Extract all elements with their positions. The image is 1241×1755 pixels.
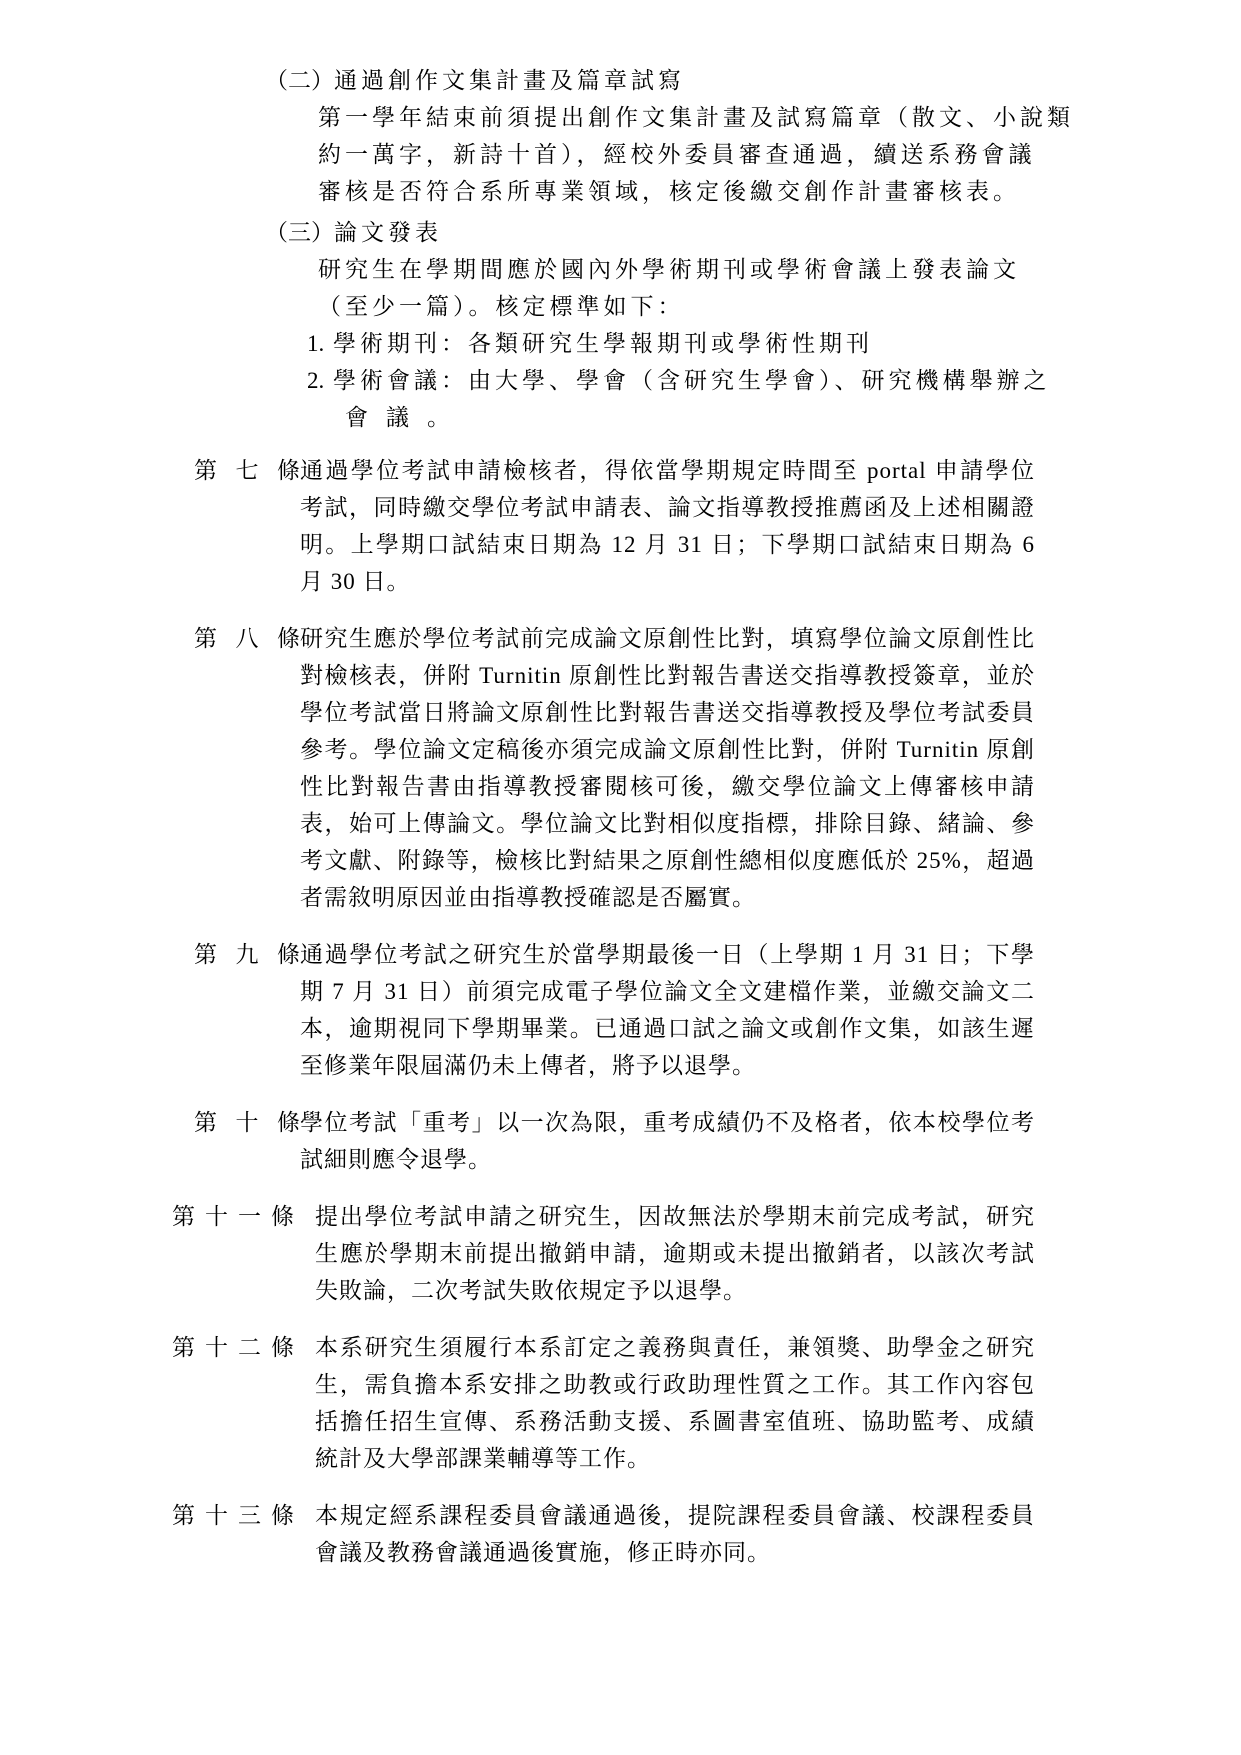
text-line: 第一學年結束前須提出創作文集計畫及試寫篇章（散文、小說類 xyxy=(318,105,1074,130)
text-line: 研究生在學期間應於國內外學術期刊或學術會議上發表論文 xyxy=(318,257,1020,282)
article-label: 第九條 xyxy=(194,942,300,967)
text-line: 會議及教務會議通過後實施，修正時亦同。 xyxy=(315,1540,771,1565)
text-line: 者需敘明原因並由指導教授確認是否屬實。 xyxy=(300,885,756,910)
text-line: 期 7 月 31 日）前須完成電子學位論文全文建檔作業，並繳交論文二 xyxy=(300,979,1035,1004)
list-number: 1. xyxy=(307,331,325,356)
text-line: 生，需負擔本系安排之助教或行政助理性質之工作。其工作內容包 xyxy=(315,1372,1035,1397)
text-line: 本規定經系課程委員會議通過後，提院課程委員會議、校課程委員 xyxy=(315,1503,1035,1528)
subsection-heading xyxy=(265,62,1241,99)
article-body xyxy=(300,1104,1035,1178)
article-13 xyxy=(172,1497,1241,1571)
article-body xyxy=(315,1329,1035,1477)
article-9 xyxy=(172,936,1241,1084)
subsection-label: （三） xyxy=(265,220,334,245)
subsection-3 xyxy=(265,214,1241,436)
text-line: 本，逾期視同下學期畢業。已通過口試之論文或創作文集，如該生遲 xyxy=(300,1016,1035,1041)
article-label: 第十一條 xyxy=(172,1204,294,1229)
article-11 xyxy=(172,1198,1241,1309)
text-line: 審核是否符合系所專業領域，核定後繳交創作計畫審核表。 xyxy=(318,179,1020,204)
text-line: 本系研究生須履行本系訂定之義務與責任，兼領獎、助學金之研究 xyxy=(315,1335,1035,1360)
text-line: 至修業年限屆滿仍未上傳者，將予以退學。 xyxy=(300,1053,756,1078)
text-line: 明。上學期口試結束日期為 12 月 31 日；下學期口試結束日期為 6 xyxy=(300,532,1035,557)
article-body xyxy=(300,936,1035,1084)
list-number: 2. xyxy=(307,368,325,393)
text-line: 學位考試「重考」以一次為限，重考成績仍不及格者，依本校學位考 xyxy=(300,1110,1035,1135)
text-line: 提出學位考試申請之研究生，因故無法於學期末前完成考試，研究 xyxy=(315,1204,1035,1229)
subsection-label: （二） xyxy=(265,68,334,93)
article-12 xyxy=(172,1329,1241,1477)
text-line: 通過學位考試申請檢核者，得依當學期規定時間至 portal 申請學位 xyxy=(300,458,1035,483)
text-line: 考試，同時繳交學位考試申請表、論文指導教授推薦函及上述相關證 xyxy=(300,495,1035,520)
article-body xyxy=(300,620,1035,916)
text-line: 通過學位考試之研究生於當學期最後一日（上學期 1 月 31 日；下學 xyxy=(300,942,1035,967)
text-line: 約一萬字，新詩十首），經校外委員審查通過，續送系務會議 xyxy=(318,142,1036,167)
text-line: 研究生應於學位考試前完成論文原創性比對，填寫學位論文原創性比 xyxy=(300,626,1035,651)
subsection-title: 論文發表 xyxy=(334,220,442,245)
article-8 xyxy=(172,620,1241,916)
article-body xyxy=(300,452,1035,600)
article-label: 第十二條 xyxy=(172,1335,294,1360)
subsection-list xyxy=(265,62,1241,436)
subsection-title: 通過創作文集計畫及篇章試寫 xyxy=(334,68,685,93)
article-label: 第八條 xyxy=(194,626,300,651)
text-line: 學位考試當日將論文原創性比對報告書送交指導教授及學位考試委員 xyxy=(300,700,1035,725)
text-line: 月 30 日。 xyxy=(300,569,411,594)
text-line: 對檢核表，併附 Turnitin 原創性比對報告書送交指導教授簽章，並於 xyxy=(300,663,1035,688)
article-label: 第十條 xyxy=(194,1110,300,1135)
text-line: 考文獻、附錄等，檢核比對結果之原創性總相似度應低於 25%，超過 xyxy=(300,848,1035,873)
list-text: 學術期刊：各類研究生學報期刊或學術性期刊 xyxy=(333,331,873,356)
text-line: 統計及大學部課業輔導等工作。 xyxy=(315,1446,651,1471)
subsection-heading xyxy=(265,214,1241,251)
list-item-2 xyxy=(307,362,1241,399)
text-line: 參考。學位論文定稿後亦須完成論文原創性比對，併附 Turnitin 原創 xyxy=(300,737,1035,762)
subsection-2 xyxy=(265,62,1241,210)
list-item-1 xyxy=(307,325,1241,362)
article-body xyxy=(315,1198,1035,1309)
article-label: 第十三條 xyxy=(172,1503,294,1528)
text-line: 性比對報告書由指導教授審閱核可後，繳交學位論文上傳審核申請 xyxy=(300,774,1035,799)
text-line: 會議。 xyxy=(345,405,468,430)
article-10 xyxy=(172,1104,1241,1178)
text-line: 失敗論，二次考試失敗依規定予以退學。 xyxy=(315,1278,747,1303)
text-line: （至少一篇）。核定標準如下： xyxy=(318,294,685,319)
text-line: 括擔任招生宣傳、系務活動支援、系圖書室值班、協助監考、成績 xyxy=(315,1409,1035,1434)
text-line: 生應於學期末前提出撤銷申請，逾期或未提出撤銷者，以該次考試 xyxy=(315,1241,1035,1266)
article-7 xyxy=(172,452,1241,600)
list-text: 學術會議：由大學、學會（含研究生學會）、研究機構舉辦之 xyxy=(333,368,1051,393)
text-line: 表，始可上傳論文。學位論文比對相似度指標，排除目錄、緒論、參 xyxy=(300,811,1035,836)
article-body xyxy=(315,1497,1035,1571)
article-label: 第七條 xyxy=(194,458,300,483)
text-line: 試細則應令退學。 xyxy=(300,1147,492,1172)
